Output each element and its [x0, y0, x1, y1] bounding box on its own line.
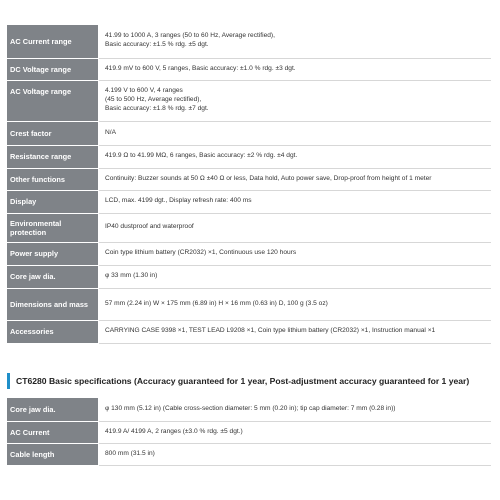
value-line: 419.9 mV to 600 V, 5 ranges, Basic accuracy: ±1.0 % rdg. ±3 dgt.	[105, 64, 296, 72]
value-line: 4.199 V to 600 V, 4 ranges	[105, 87, 183, 95]
row-value	[99, 242, 492, 265]
row-label: Accessories	[7, 320, 99, 343]
value-line: LCD, max. 4199 dgt., Display refresh rate: 400 ms	[105, 197, 252, 205]
row-label: AC Current	[7, 421, 99, 443]
table-row	[7, 168, 491, 190]
row-label: Core jaw dia.	[7, 398, 99, 421]
table-row	[7, 320, 491, 343]
table-row	[7, 80, 491, 121]
row-value	[99, 288, 492, 320]
row-label: Display	[7, 190, 99, 213]
table-row	[7, 242, 491, 265]
row-label: AC Current range	[7, 25, 99, 58]
value-line: Basic accuracy: ±1.8 % rdg. ±7 dgt.	[105, 104, 209, 112]
table-row	[7, 213, 491, 242]
table-row	[7, 398, 491, 421]
value-line: Basic accuracy: ±1.5 % rdg. ±5 dgt.	[105, 41, 209, 49]
table-row	[7, 25, 491, 58]
row-label: AC Voltage range	[7, 80, 99, 121]
value-line: 800 mm (31.5 in)	[105, 449, 155, 457]
table-row	[7, 288, 491, 320]
value-line: φ 130 mm (5.12 in) (Cable cross-section diameter: 5 mm (0.20 in); tip cap diameter: 7 mm (0.28 in))	[105, 404, 396, 412]
row-value	[99, 398, 492, 421]
row-label: Resistance range	[7, 145, 99, 168]
row-label: Other functions	[7, 168, 99, 190]
table-row	[7, 121, 491, 145]
row-value	[99, 80, 492, 121]
row-label: Crest factor	[7, 121, 99, 145]
row-label: Core jaw dia.	[7, 265, 99, 288]
table-row	[7, 443, 491, 465]
row-value	[99, 145, 492, 168]
table-row	[7, 145, 491, 168]
table-row	[7, 265, 491, 288]
value-line: Continuity: Buzzer sounds at 50 Ω ±40 Ω or less, Data hold, Auto power save, Drop-proof from height of 1 meter	[105, 174, 432, 182]
value-line: Coin type lithium battery (CR2032) ×1, Continuous use 120 hours	[105, 249, 297, 257]
row-label: Dimensions and mass	[7, 288, 99, 320]
value-line: (45 to 500 Hz, Average rectified),	[105, 96, 202, 104]
table-row	[7, 421, 491, 443]
row-value	[99, 320, 492, 343]
value-line: 41.99 to 1000 A, 3 ranges (50 to 60 Hz, Average rectified),	[105, 32, 275, 40]
value-line: IP40 dustproof and waterproof	[105, 223, 194, 231]
value-line: 419.9 Ω to 41.99 MΩ, 6 ranges, Basic accuracy: ±2 % rdg. ±4 dgt.	[105, 152, 298, 160]
row-value	[99, 443, 492, 465]
value-line: 57 mm (2.24 in) W × 175 mm (6.89 in) H × 16 mm (0.63 in) D, 100 g (3.5 oz)	[105, 299, 328, 307]
section-heading: CT6280 Basic specifications (Accuracy guaranteed for 1 year, Post-adjustment accuracy guaranteed for 1 year)	[7, 373, 491, 389]
row-label: Cable length	[7, 443, 99, 465]
value-line: CARRYING CASE 9398 ×1, TEST LEAD L9208 ×1, Coin type lithium battery (CR2032) ×1, Instruction manual ×1	[105, 327, 436, 335]
value-line: N/A	[105, 128, 116, 136]
ct6280-spec-table	[7, 398, 491, 466]
value-line: 419.9 A/ 4199 A, 2 ranges (±3.0 % rdg. ±5 dgt.)	[105, 427, 243, 435]
row-value	[99, 421, 492, 443]
row-label: DC Voltage range	[7, 58, 99, 80]
value-line: φ 33 mm (1.30 in)	[105, 272, 158, 280]
row-label: Environmental protection	[7, 213, 99, 242]
row-label: Power supply	[7, 242, 99, 265]
row-value	[99, 265, 492, 288]
table-row	[7, 58, 491, 80]
table-row	[7, 190, 491, 213]
row-value	[99, 121, 492, 145]
row-value	[99, 58, 492, 80]
spec-table	[7, 25, 491, 344]
row-value	[99, 213, 492, 242]
row-value	[99, 168, 492, 190]
row-value	[99, 25, 492, 58]
row-value	[99, 190, 492, 213]
